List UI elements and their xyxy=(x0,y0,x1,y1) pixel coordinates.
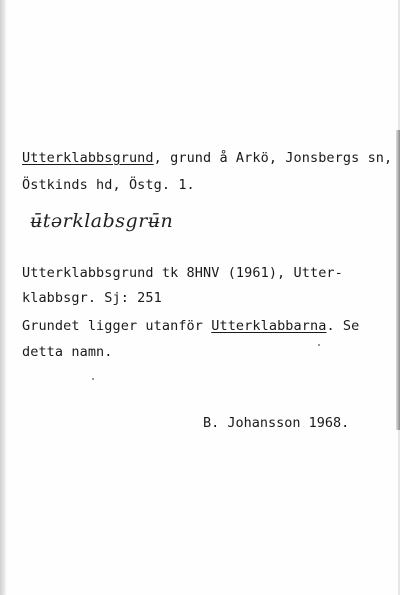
entry-line-2: Östkinds hd, Östg. 1. xyxy=(22,177,195,193)
entry-line-5 xyxy=(22,318,359,334)
entry-line-4: klabbsgr. Sj: 251 xyxy=(22,290,162,306)
entry-location: , grund å Arkö, Jonsbergs sn, xyxy=(153,150,393,166)
headword: Utterklabbsgrund xyxy=(22,150,154,166)
card-right-edge-shadow xyxy=(396,130,400,430)
phonetic-transcription: ʉ̄tərklabsgrʉ̄n xyxy=(30,210,174,232)
paper-speck xyxy=(318,344,320,346)
entry-line-3: Utterklabbsgrund tk 8HNV (1961), Utter- xyxy=(22,265,343,281)
paper-speck xyxy=(92,378,94,380)
entry-line-1 xyxy=(22,150,392,166)
note-text-end: . Se xyxy=(326,318,360,334)
cross-reference: Utterklabbarna xyxy=(211,318,327,334)
card-left-edge xyxy=(0,0,6,595)
signature: B. Johansson 1968. xyxy=(203,415,350,431)
entry-line-6: detta namn. xyxy=(22,344,113,360)
note-text: Grundet ligger utanför xyxy=(22,318,212,334)
